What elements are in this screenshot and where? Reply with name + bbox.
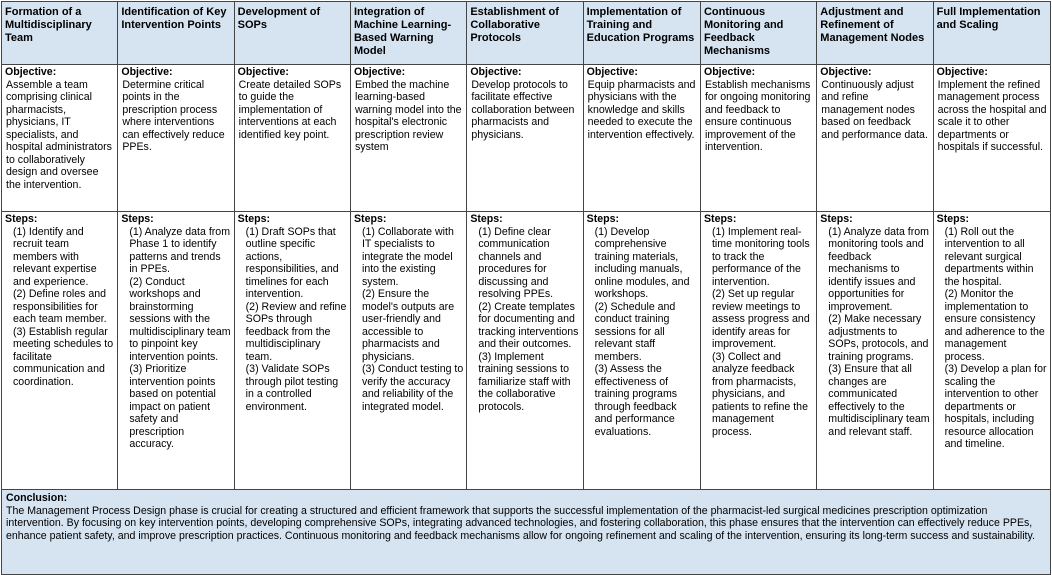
column-header: Identification of Key Intervention Points — [118, 2, 234, 65]
column-header: Development of SOPs — [234, 2, 350, 65]
step-item: (1) Collaborate with IT specialists to integrate the model into the existing system. — [361, 225, 454, 288]
objective-label: Objective: — [121, 66, 173, 78]
objective-cell — [583, 65, 700, 212]
objective-cell — [234, 65, 350, 212]
step-item: (2) Ensure the model's outputs are user-friendly and accessible to pharmacists and physicians. — [361, 288, 455, 363]
step-item: (1) Develop comprehensive training materials, including manuals, online modules, and workshops. — [594, 225, 690, 300]
column-header: Formation of a Multidisciplinary Team — [2, 2, 118, 65]
objective-cell — [933, 65, 1050, 212]
steps-row — [2, 212, 1051, 490]
steps-cell — [350, 212, 466, 490]
steps-cell — [118, 212, 234, 490]
step-item: (2) Set up regular review meetings to assess progress and identify areas for improvement. — [711, 288, 810, 350]
steps-cell — [467, 212, 583, 490]
steps-cell — [817, 212, 933, 490]
step-item: (2) Make necessary adjustments to SOPs, protocols, and training programs. — [828, 313, 929, 363]
column-header: Adjustment and Refinement of Management Nodes — [817, 2, 933, 65]
objective-text: Embed the machine learning-based warning model into the hospital's electronic prescription review system — [354, 78, 462, 153]
steps-label: Steps: — [586, 213, 620, 225]
steps-label: Steps: — [820, 213, 853, 225]
steps-label: Steps: — [121, 213, 154, 225]
conclusion-row — [2, 490, 1051, 575]
column-header: Continuous Monitoring and Feedback Mechanisms — [700, 2, 816, 65]
objective-label: Objective: — [586, 66, 638, 78]
conclusion-label: Conclusion: — [6, 492, 68, 504]
step-item: (3) Implement training sessions to familiarize staff with the collaborative protocols. — [478, 350, 571, 413]
objective-cell — [350, 65, 466, 212]
step-item: (2) Conduct workshops and brainstorming sessions with the multidisciplinary team to pinpoint key intervention points. — [129, 275, 231, 363]
step-item: (1) Implement real-time monitoring tools to track the performance of the intervention. — [711, 225, 810, 288]
step-item: (3) Collect and analyze feedback from pharmacists, physicians, and patients to refine the management process. — [711, 350, 808, 438]
objective-label: Objective: — [353, 66, 406, 78]
step-item: (3) Prioritize intervention points based on potential impact on patient safety and prescription accuracy. — [129, 363, 216, 450]
objective-label: Objective: — [936, 66, 988, 78]
objective-text: Assemble a team comprising clinical pharmacists, physicians, IT specialists, and hospital administrators to collaboratively design and oversee the intervention. — [6, 78, 112, 191]
conclusion-text: The Management Process Design phase is crucial for creating a structured and efficient framework that supports the successful implementation of the pharmacist-led surgical medicines prescription optimization intervention. By focusing on key intervention points, developing comprehensive SOPs, integrating advanced technologies, and fostering collaboration, this phase ensures that the intervention can effectively reduce PPEs, enhance patient safety, and improve prescription practices. Continuous monitoring and feedback mechanisms allow for ongoing refinement and scaling of the intervention, ensuring its long-term success and sustainability. — [6, 504, 1035, 542]
steps-cell — [583, 212, 700, 490]
steps-cell — [234, 212, 350, 490]
steps-cell — [933, 212, 1050, 490]
column-header: Full Implementation and Scaling — [933, 2, 1050, 65]
steps-label: Steps: — [936, 213, 970, 225]
step-item: (1) Analyze data from monitoring tools and feedback mechanisms to identify issues and opportunities for improvement. — [828, 225, 929, 313]
step-item: (2) Schedule and conduct training sessions for all relevant staff members. — [594, 300, 676, 363]
steps-label: Steps: — [353, 213, 387, 225]
step-item: (3) Ensure that all changes are communicated effectively to the multidisciplinary team and relevant staff. — [828, 363, 930, 438]
steps-label: Steps: — [237, 213, 271, 225]
objective-label: Objective: — [237, 66, 289, 78]
column-header: Implementation of Training and Education Programs — [583, 2, 700, 65]
steps-cell — [700, 212, 816, 490]
objective-cell — [817, 65, 933, 212]
step-item: (1) Draft SOPs that outline specific actions, responsibilities, and timelines for each intervention. — [245, 225, 339, 300]
steps-cell — [2, 212, 118, 490]
column-header: Establishment of Collaborative Protocols — [467, 2, 583, 65]
objective-label: Objective: — [703, 66, 756, 78]
step-item: (3) Conduct testing to verify the accuracy and reliability of the integrated model. — [361, 363, 464, 413]
objective-text: Establish mechanisms for ongoing monitoring and feedback to ensure continuous improvement of the intervention. — [704, 78, 811, 153]
step-item: (3) Validate SOPs through pilot testing in a controlled environment. — [245, 363, 339, 413]
step-item: (1) Define clear communication channels and procedures for discussing and resolving PPEs. — [478, 225, 554, 300]
objective-label: Objective: — [820, 66, 872, 78]
objective-cell — [118, 65, 234, 212]
step-item: (2) Create templates for documenting and tracking interventions and their outcomes. — [478, 300, 579, 350]
objective-text: Continuously adjust and refine management nodes based on feedback and performance data. — [821, 78, 928, 141]
steps-label: Steps: — [470, 213, 503, 225]
objective-text: Equip pharmacists and physicians with the knowledge and skills needed to execute the intervention effectively. — [587, 78, 696, 141]
objective-row — [2, 65, 1051, 212]
step-item: (2) Review and refine SOPs through feedback from the multidisciplinary team. — [245, 300, 347, 363]
objective-cell — [700, 65, 816, 212]
steps-label: Steps: — [5, 213, 38, 225]
objective-text: Determine critical points in the prescription process where interventions can effectively reduce PPEs. — [122, 78, 225, 153]
step-item: (3) Develop a plan for scaling the intervention to other departments or hospitals, including resource allocation and timeline. — [944, 363, 1047, 450]
objective-text: Develop protocols to facilitate effective collaboration between pharmacists and physicians. — [471, 78, 575, 141]
management-process-table — [1, 1, 1051, 575]
conclusion-cell — [2, 490, 1051, 575]
column-header: Integration of Machine Learning-Based Warning Model — [350, 2, 466, 65]
step-item: (1) Roll out the intervention to all relevant surgical departments within the hospital. — [944, 225, 1034, 288]
objective-cell — [2, 65, 118, 212]
step-item: (2) Define roles and responsibilities for each team member. — [13, 288, 107, 325]
objective-cell — [467, 65, 583, 212]
objective-text: Implement the refined management process across the hospital and scale it to other departments or hospitals if successful. — [937, 78, 1047, 153]
objective-text: Create detailed SOPs to guide the implementation of interventions at each identified key point. — [238, 78, 342, 141]
steps-label: Steps: — [703, 213, 737, 225]
step-item: (1) Identify and recruit team members with relevant expertise and experience. — [13, 225, 97, 288]
header-row — [2, 2, 1051, 65]
objective-label: Objective: — [5, 66, 57, 78]
step-item: (1) Analyze data from Phase 1 to identify patterns and trends in PPEs. — [129, 225, 231, 275]
step-item: (2) Monitor the implementation to ensure consistency and adherence to the management process. — [944, 288, 1045, 363]
phase-table-container — [1, 1, 1051, 566]
objective-label: Objective: — [470, 66, 522, 78]
step-item: (3) Establish regular meeting schedules to facilitate communication and coordination. — [13, 325, 114, 388]
step-item: (3) Assess the effectiveness of training programs through feedback and performance evaluations. — [594, 363, 678, 438]
